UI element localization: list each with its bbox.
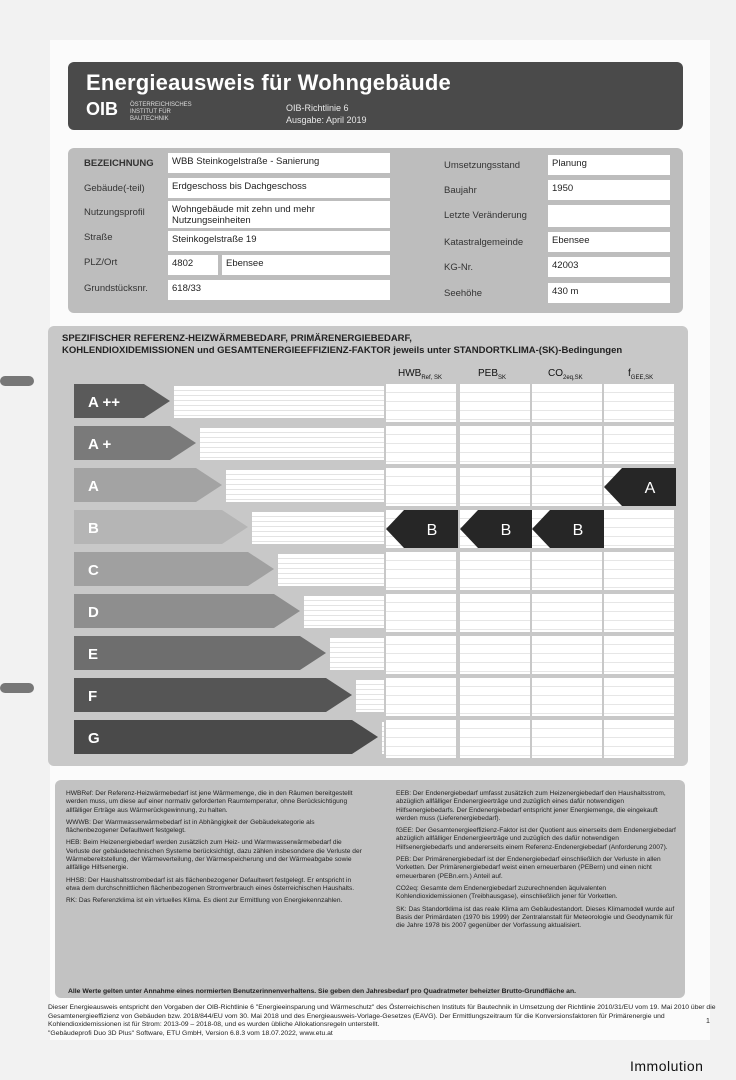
left-definition: HEB: Beim Heizenergiebedarf werden zusätzlich zum Heiz- und Warmwasserwärmebedarf die Verluste der gebäudetechnischen Systeme berücksichtigt, dazu zählen insbesondere die Verluste der Wärmebereitstellung, der Wärmeverteilung, der Wärmespeicherung und der Wärmeabgabe sowie allfällige Hilfsenergie. bbox=[66, 839, 362, 872]
result-arrow-label: B bbox=[572, 522, 584, 539]
right-definition: EEB: Der Endenergiebedarf umfasst zusätzlich zum Heizenergiebedarf den Haushaltsstrom, abzüglich allfälliger Endenergieerträge und zuzüglich eines dafür notwendigen Hilfsenergiebedarfs. Der Endenergiebedarf entspricht jener Energiemenge, die eingekauft werden muss (Lieferenergiebedarf). bbox=[396, 790, 666, 822]
chart-title-line-1: SPEZIFISCHER REFERENZ-HEIZWÄRMEBEDARF, PRIMÄRENERGIEBEDARF, bbox=[62, 333, 412, 344]
gebaeude-label: Gebäude(-teil) bbox=[84, 183, 145, 194]
energy-class-stripes bbox=[174, 386, 384, 418]
ausgabe-label: Ausgabe: April 2019 bbox=[286, 115, 367, 125]
result-arrow-hwb bbox=[386, 510, 458, 548]
result-cell bbox=[532, 678, 602, 716]
energy-class-stripes bbox=[330, 638, 384, 670]
result-cell bbox=[386, 384, 456, 422]
umsetzung-label: Umsetzungsstand bbox=[444, 160, 521, 171]
energy-class-band bbox=[74, 552, 278, 586]
result-cell bbox=[604, 552, 674, 590]
energy-class-label: E bbox=[88, 646, 99, 663]
energy-class-band bbox=[74, 384, 174, 418]
column-header-co2-sub: 2eq,SK bbox=[563, 375, 583, 381]
column-header-co2 bbox=[548, 368, 583, 381]
result-cell bbox=[460, 426, 530, 464]
result-cell bbox=[532, 552, 602, 590]
energy-class-label: D bbox=[88, 604, 99, 621]
column-header-co2-main: CO bbox=[548, 368, 563, 379]
seehoehe-label: Seehöhe bbox=[444, 288, 483, 299]
energy-class-row bbox=[66, 676, 686, 714]
energy-class-label: C bbox=[88, 562, 99, 579]
energy-class-stripes bbox=[382, 722, 384, 754]
result-cell bbox=[532, 384, 602, 422]
definitions-right bbox=[396, 790, 676, 934]
energy-class-row bbox=[66, 382, 686, 420]
result-cell bbox=[460, 720, 530, 758]
binder-ring-bottom bbox=[0, 683, 34, 693]
energy-class-row bbox=[66, 634, 686, 672]
oib-logo-subtitle: ÖSTERREICHISCHES INSTITUT FÜR BAUTECHNIK bbox=[130, 102, 192, 122]
column-header-fgee bbox=[628, 368, 653, 381]
result-cell bbox=[532, 720, 602, 758]
column-header-fgee-sub: GEE,SK bbox=[630, 375, 654, 381]
oib-logo: OIB bbox=[86, 99, 119, 119]
result-arrow-peb bbox=[460, 510, 532, 548]
result-cell bbox=[460, 552, 530, 590]
energy-class-stripes bbox=[200, 428, 384, 460]
result-cell bbox=[460, 468, 530, 506]
result-arrow-co2 bbox=[532, 510, 604, 548]
energy-class-band bbox=[74, 636, 330, 670]
result-cell bbox=[532, 594, 602, 632]
result-cell bbox=[532, 426, 602, 464]
umsetzung-value: Planung bbox=[548, 155, 670, 175]
energy-class-stripes bbox=[278, 554, 384, 586]
energy-class-stripes bbox=[356, 680, 384, 712]
energy-class-label: A bbox=[88, 478, 99, 495]
energy-class-band bbox=[74, 678, 356, 712]
energy-class-stripes bbox=[304, 596, 384, 628]
result-cell bbox=[604, 510, 674, 548]
result-cell bbox=[386, 720, 456, 758]
nutzung-label: Nutzungsprofil bbox=[84, 207, 145, 218]
column-header-peb-sub: SK bbox=[498, 375, 507, 381]
energy-class-row bbox=[66, 592, 686, 630]
energy-class-label: G bbox=[88, 730, 100, 747]
energy-class-label: B bbox=[88, 520, 99, 537]
result-cell bbox=[604, 678, 674, 716]
footer-legal: Dieser Energieausweis entspricht den Vorgaben der OIB-Richtlinie 6 "Energieeinsparung und Wärmeschutz" des Österreichischen Instituts für Bautechnik in Umsetzung der Richtlinie 2010/31/EU vom 19. Mai 2010 über die Gesamtenergieeffizienz von Gebäuden bzw. 2018/844/EU vom 30. Mai 2018 und des Energieausweis-Vorlage-Gesetzes (EAVG). Der Ermittlungszeitraum für die Konversionsfaktoren für Primärenergie und Kohlendioxidemissionen ist für Strom: 2013-09 – 2018-08, und es wurden übliche Allokationsregeln unterstellt. bbox=[48, 1004, 716, 1029]
katastralgemeinde-value: Ebensee bbox=[548, 232, 670, 252]
result-cell bbox=[386, 636, 456, 674]
right-definition: fGEE: Der Gesamtenergieeffizienz-Faktor ist der Quotient aus einerseits dem Endenergiebedarf abzüglich allfälliger Endenergieerträge und zuzüglich des dafür notwendigen Hilfsenergiebedarfs und andererseits einem Referenz-Endenergiebedarf (Anforderung 2007). bbox=[396, 827, 676, 851]
plz-value: 4802 bbox=[168, 255, 218, 275]
energy-class-band bbox=[74, 468, 226, 502]
column-header-hwb-sub: Ref, SK bbox=[421, 375, 443, 381]
energy-class-band bbox=[74, 510, 252, 544]
result-cell bbox=[604, 720, 674, 758]
result-arrow-label: B bbox=[500, 522, 512, 539]
left-definition: HWBRef: Der Referenz-Heizwärmebedarf ist jene Wärmemenge, die in den Räumen bereitgestellt werden muss, um diese auf einer normativ geforderten Raumtemperatur, ohne Berücksichtigung allfälliger Erträge aus Wärmerückgewinnung, zu halten. bbox=[66, 790, 353, 814]
column-header-peb-main: PEB bbox=[478, 368, 499, 379]
energy-class-stripes bbox=[252, 512, 384, 544]
baujahr-value: 1950 bbox=[548, 180, 670, 200]
result-cell bbox=[604, 636, 674, 674]
strasse-label: Straße bbox=[84, 232, 113, 243]
bezeichnung-label: BEZEICHNUNG bbox=[84, 158, 154, 169]
column-header-hwb-main: HWB bbox=[398, 368, 422, 379]
chart-title-line-2: KOHLENDIOXIDEMISSIONEN und GESAMTENERGIEEFFIZIENZ-FAKTOR jeweils unter STANDORTKLIMA-(SK)-Bedingungen bbox=[62, 345, 623, 356]
energy-class-band bbox=[74, 426, 200, 460]
energy-class-stripes bbox=[226, 470, 384, 502]
result-cell bbox=[604, 426, 674, 464]
page-number: 1 bbox=[706, 1018, 710, 1025]
right-definition: SK: Das Standortklima ist das reale Klima am Gebäudestandort. Dieses Klimamodell wurde auf Basis der Primärdaten (1970 bis 1999) der Zentralanstalt für Meteorologie und Geodynamik für die Jahre 1978 bis 2007 gegenüber der Vorfassung aktualisiert. bbox=[396, 905, 675, 930]
letzte-veraenderung-label: Letzte Veränderung bbox=[444, 210, 527, 221]
richtlinie-label: OIB-Richtlinie 6 bbox=[286, 103, 349, 113]
immolution-logo: Immolution bbox=[630, 1058, 704, 1074]
strasse-value: Steinkogelstraße 19 bbox=[168, 231, 390, 251]
energy-class-band bbox=[74, 720, 382, 754]
right-definition: PEB: Der Primärenergiebedarf ist der Endenergiebedarf einschließlich der Verluste in allen Vorketten. Der Primärenergiebedarf weist einen erneuerbaren (PEBern) und einen nicht erneuerbaren (PEBn.ern.) Anteil auf. bbox=[396, 856, 661, 880]
result-cell bbox=[386, 552, 456, 590]
result-arrow-label: B bbox=[426, 522, 438, 539]
energy-class-label: A + bbox=[88, 436, 112, 453]
footer-software: "Gebäudeprofi Duo 3D Plus" Software, ETU GmbH, Version 6.8.3 vom 18.07.2022, www.etu.at bbox=[48, 1029, 333, 1037]
right-definition: CO2eq: Gesamte dem Endenergiebedarf zuzurechnenden äquivalenten Kohlendioxidemissionen (Treibhausgase), einschließlich jener für Vorketten. bbox=[396, 884, 618, 901]
energy-class-row bbox=[66, 718, 686, 756]
nutzung-value: Wohngebäude mit zehn und mehr Nutzungseinheiten bbox=[168, 201, 390, 228]
plz-ort-label: PLZ/Ort bbox=[84, 257, 118, 268]
energy-class-label: F bbox=[88, 688, 98, 705]
gebaeude-value: Erdgeschoss bis Dachgeschoss bbox=[168, 178, 390, 198]
footer-text bbox=[48, 1004, 718, 1038]
column-header-fgee-main: f bbox=[628, 368, 631, 379]
result-arrow-fgee bbox=[604, 468, 676, 506]
energy-class-row bbox=[66, 424, 686, 462]
baujahr-label: Baujahr bbox=[444, 185, 477, 196]
grundstueck-label: Grundstücksnr. bbox=[84, 283, 148, 294]
bezeichnung-value: WBB Steinkogelstraße - Sanierung bbox=[168, 153, 390, 173]
document-header bbox=[68, 62, 683, 130]
document-title: Energieausweis für Wohngebäude bbox=[86, 70, 451, 95]
result-cell bbox=[386, 678, 456, 716]
result-cell bbox=[604, 594, 674, 632]
chart-title bbox=[62, 333, 682, 357]
kg-nr-value: 42003 bbox=[548, 257, 670, 277]
result-cell bbox=[532, 468, 602, 506]
kg-nr-label: KG-Nr. bbox=[444, 262, 474, 273]
left-definition: HHSB: Der Haushaltsstrombedarf ist als flächenbezogener Defaultwert festgelegt. Er entspricht in etwa dem durchschnittlichen flächenbezogenen Stromverbrauch eines österreichischen Haushalts. bbox=[66, 876, 355, 892]
result-cell bbox=[460, 678, 530, 716]
richtlinie-info bbox=[286, 102, 367, 126]
binder-ring-top bbox=[0, 376, 34, 386]
grundstueck-value: 618/33 bbox=[168, 280, 390, 300]
result-cell bbox=[386, 426, 456, 464]
energy-class-row bbox=[66, 466, 686, 504]
energy-class-label: A ++ bbox=[88, 394, 120, 411]
column-header-hwb bbox=[398, 368, 442, 381]
result-cell bbox=[604, 384, 674, 422]
ort-value: Ebensee bbox=[222, 255, 390, 275]
alle-werte-note: Alle Werte gelten unter Annahme eines normierten Benutzerinnenverhaltens. Sie geben den Jahresbedarf pro Quadratmeter beheizter Brutto-Grundfläche an. bbox=[68, 988, 576, 995]
column-header-peb bbox=[478, 368, 506, 381]
definitions-left bbox=[66, 790, 366, 910]
left-definition: RK: Das Referenzklima ist ein virtuelles Klima. Es dient zur Ermittlung von Energiekennzahlen. bbox=[66, 897, 343, 905]
result-cell bbox=[532, 636, 602, 674]
seehoehe-value: 430 m bbox=[548, 283, 670, 303]
result-arrow-label: A bbox=[644, 480, 656, 497]
left-definition: WWWB: Der Warmwasserwärmebedarf ist in Abhängigkeit der Gebäudekategorie als flächenbezogener Defaultwert festgelegt. bbox=[66, 818, 315, 835]
result-cell bbox=[386, 594, 456, 632]
letzte-veraenderung-value bbox=[548, 205, 670, 227]
result-cell bbox=[460, 594, 530, 632]
katastralgemeinde-label: Katastralgemeinde bbox=[444, 237, 524, 248]
result-cell bbox=[460, 384, 530, 422]
energy-class-row bbox=[66, 550, 686, 588]
result-cell bbox=[386, 468, 456, 506]
energy-class-band bbox=[74, 594, 304, 628]
result-cell bbox=[460, 636, 530, 674]
